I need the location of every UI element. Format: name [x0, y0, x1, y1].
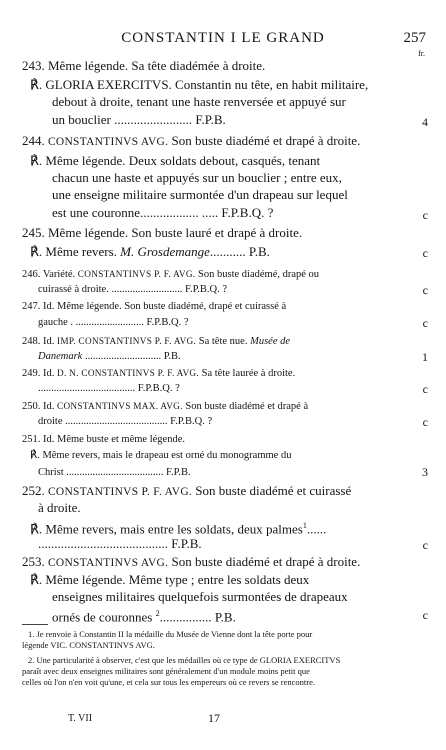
entry-line: cuirassé à droite. ........................... F.P.B.Q. ? — [38, 284, 228, 295]
entry-line: ..................................... F.P.B.Q. ? — [38, 383, 180, 394]
entry-line: à droite. — [38, 500, 81, 515]
footnote-rule — [22, 624, 48, 625]
entry-line: ........................................ F.P.B. — [38, 536, 202, 551]
rarity-mark: 4 — [422, 115, 428, 129]
footnote-line: celles où l'on n'en voit qu'une, et cela sur tous les empereurs où ce revers se rencontre. — [22, 677, 316, 687]
entry-line: un bouclier ........................ F.P.B. — [52, 112, 226, 127]
entry-line: 248. Id. IMP. CONSTANTINVS P. F. AVG. Sa tête nue. Musée de — [22, 336, 291, 347]
entry-line: 245. Même légende. Son buste lauré et drapé à droite. — [22, 225, 303, 240]
entry-line: 244. CONSTANTINVS AVG. Son buste diadémé et drapé à droite. — [22, 133, 361, 148]
rarity-mark: c — [422, 208, 428, 222]
entry-line: chacun une haste et appuyés sur un bouclier ; entre eux, — [52, 170, 342, 185]
entry-line: droite ....................................... F.P.B.Q. ? — [38, 416, 213, 427]
entry-line: debout à droite, tenant une haste renversée et appuyé sur — [52, 94, 346, 109]
entry-line: ℟. GLORIA EXERCITVS. Constantin nu tête, en habit militaire, — [30, 77, 369, 92]
entry-line: 253. CONSTANTINVS AVG. Son buste diadémé et drapé à droite. — [22, 554, 361, 569]
entry-line: ℟. Même légende. Même type ; entre les soldats deux — [30, 572, 310, 587]
rarity-mark: c — [422, 538, 428, 552]
entry-line: 243. Même légende. Sa tête diadémée à droite. — [22, 58, 266, 73]
entry-line: 252. CONSTANTINVS P. F. AVG. Son buste diadémé et cuirassé — [22, 483, 352, 498]
volume-signature: T. VII — [68, 713, 93, 724]
rarity-mark: c — [422, 608, 428, 622]
rarity-mark: c — [422, 316, 428, 330]
footnote-line: 2. Une particularité à observer, c'est que les médailles où ce type de GLORIA EXERCITVS — [28, 655, 341, 665]
rarity-mark: c — [422, 415, 428, 429]
currency-label: fr. — [418, 49, 425, 58]
entry-line: ornés de couronnes $^2$................ P.B. — [52, 609, 236, 625]
entry-line: une enseigne militaire surmontée d'un drapeau sur lequel — [52, 187, 348, 202]
rarity-mark: c — [422, 382, 428, 396]
sheet-signature: 17 — [208, 711, 220, 725]
entry-line: est une couronne.................. ..... F.P.B.Q. ? — [52, 205, 274, 220]
entry-line: gauche . .......................... F.P.B.Q. ? — [38, 317, 189, 328]
footnote-line: 1. Je renvoie à Constantin II la médaille du Musée de Vienne dont la tête porte pour — [28, 629, 313, 639]
entry-line: ℟. Même revers, mais entre les soldats, deux palmes$^1$...... — [30, 521, 327, 537]
entry-line: 250. Id. CONSTANTINVS MAX. AVG. Son buste diadémé et drapé à — [22, 401, 309, 412]
rarity-mark: 1 — [422, 350, 428, 364]
entry-line: 247. Id. Même légende. Son buste diadémé, drapé et cuirassé à — [22, 301, 287, 312]
entry-line: ℟. Même légende. Deux soldats debout, casqués, tenant — [30, 153, 321, 168]
entry-line: Christ ..................................... F.P.B. — [38, 467, 191, 478]
entry-line: ℟. Même revers. M. Grosdemange........... P.B. — [30, 244, 270, 259]
entry-line: 251. Id. Même buste et même légende. — [22, 434, 185, 445]
entry-line: 246. Variété. CONSTANTINVS P. F. AVG. Son buste diadémé, drapé ou — [22, 269, 320, 280]
entry-line: ℟. Même revers, mais le drapeau est orné du monogramme du — [30, 450, 292, 461]
rarity-mark: 3 — [422, 465, 428, 479]
footnote-line: paraît avec deux enseignes militaires sont généralement d'un module moins petit que — [22, 666, 310, 676]
page-number: 257 — [403, 30, 426, 46]
entry-line: enseignes militaires quelquefois surmontées de drapeaux — [52, 589, 348, 604]
entry-line: Danemark ............................. P.B. — [38, 351, 181, 362]
running-title: CONSTANTIN I LE GRAND — [121, 30, 325, 46]
rarity-mark: c — [422, 246, 428, 260]
entry-line: 249. Id. D. N. CONSTANTINVS P. F. AVG. Sa tête laurée à droite. — [22, 368, 296, 379]
footnote-line: légende VIC. CONSTANTINVS AVG. — [22, 640, 155, 650]
rarity-mark: c — [422, 283, 428, 297]
